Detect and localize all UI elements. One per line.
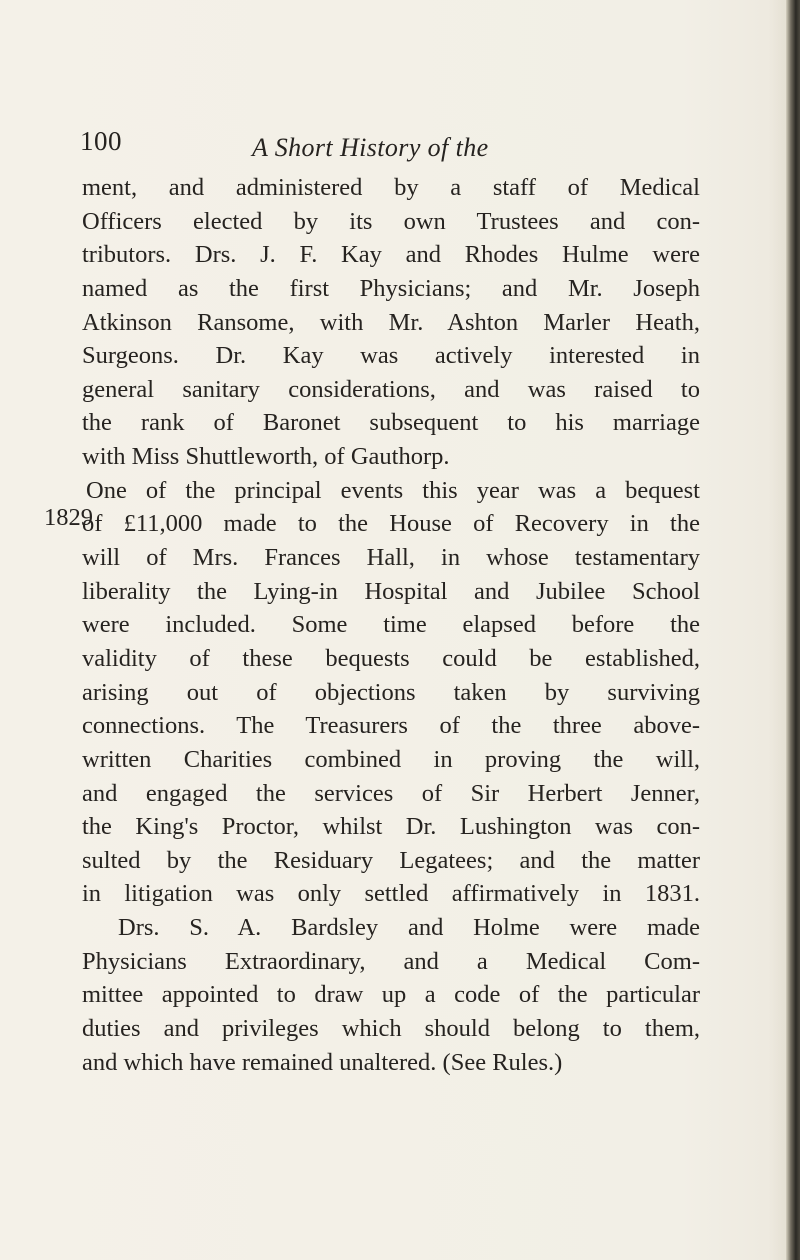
text-line: with Miss Shuttleworth, of Gauthorp. <box>82 443 450 471</box>
text-line: the King's Proctor, whilst Dr. Lushington was con- <box>82 813 700 841</box>
text-line: written Charities combined in proving the will, <box>82 745 700 773</box>
text-line: and which have remained unaltered. (See Rules.) <box>82 1048 563 1076</box>
body-text <box>82 171 700 1079</box>
text-line: tributors. Drs. J. F. Kay and Rhodes Hulme were <box>82 241 700 269</box>
running-title: A Short History of the <box>252 133 489 162</box>
text-line: liberality the Lying-in Hospital and Jubilee School <box>82 577 700 605</box>
text-line: in litigation was only settled affirmatively in 1831. <box>82 880 700 908</box>
text-line: will of Mrs. Frances Hall, in whose testamentary <box>82 544 700 572</box>
text-line: named as the first Physicians; and Mr. Joseph <box>82 274 700 302</box>
text-line: connections. The Treasurers of the three above- <box>82 712 700 740</box>
text-line: Drs. S. A. Bardsley and Holme were made <box>118 914 700 942</box>
text-line: arising out of objections taken by surviving <box>82 678 700 706</box>
text-line: sulted by the Residuary Legatees; and the matter <box>82 846 700 874</box>
text-line: One of the principal events this year was a bequest <box>86 476 700 504</box>
text-line: ment, and administered by a staff of Medical <box>82 174 700 201</box>
text-line: mittee appointed to draw up a code of the particular <box>82 981 700 1009</box>
text-line: validity of these bequests could be established, <box>82 644 700 672</box>
text-line: Atkinson Ransome, with Mr. Ashton Marler Heath, <box>82 308 700 336</box>
text-line: and engaged the services of Sir Herbert Jenner, <box>82 779 700 807</box>
text-line: general sanitary considerations, and was raised to <box>82 375 700 403</box>
page-number: 100 <box>80 126 122 156</box>
book-spine-edge <box>786 0 800 1260</box>
text-line: were included. Some time elapsed before the <box>82 611 700 639</box>
text-line: Officers elected by its own Trustees and con- <box>82 207 700 235</box>
text-line: the rank of Baronet subsequent to his marriage <box>82 409 700 437</box>
text-line: of £11,000 made to the House of Recovery in the <box>82 510 700 538</box>
text-line: Surgeons. Dr. Kay was actively interested in <box>82 342 700 370</box>
text-line: Physicians Extraordinary, and a Medical Com- <box>82 947 700 975</box>
text-line: duties and privileges which should belong to them, <box>82 1015 700 1043</box>
margin-year-note: 1829 <box>44 504 93 531</box>
